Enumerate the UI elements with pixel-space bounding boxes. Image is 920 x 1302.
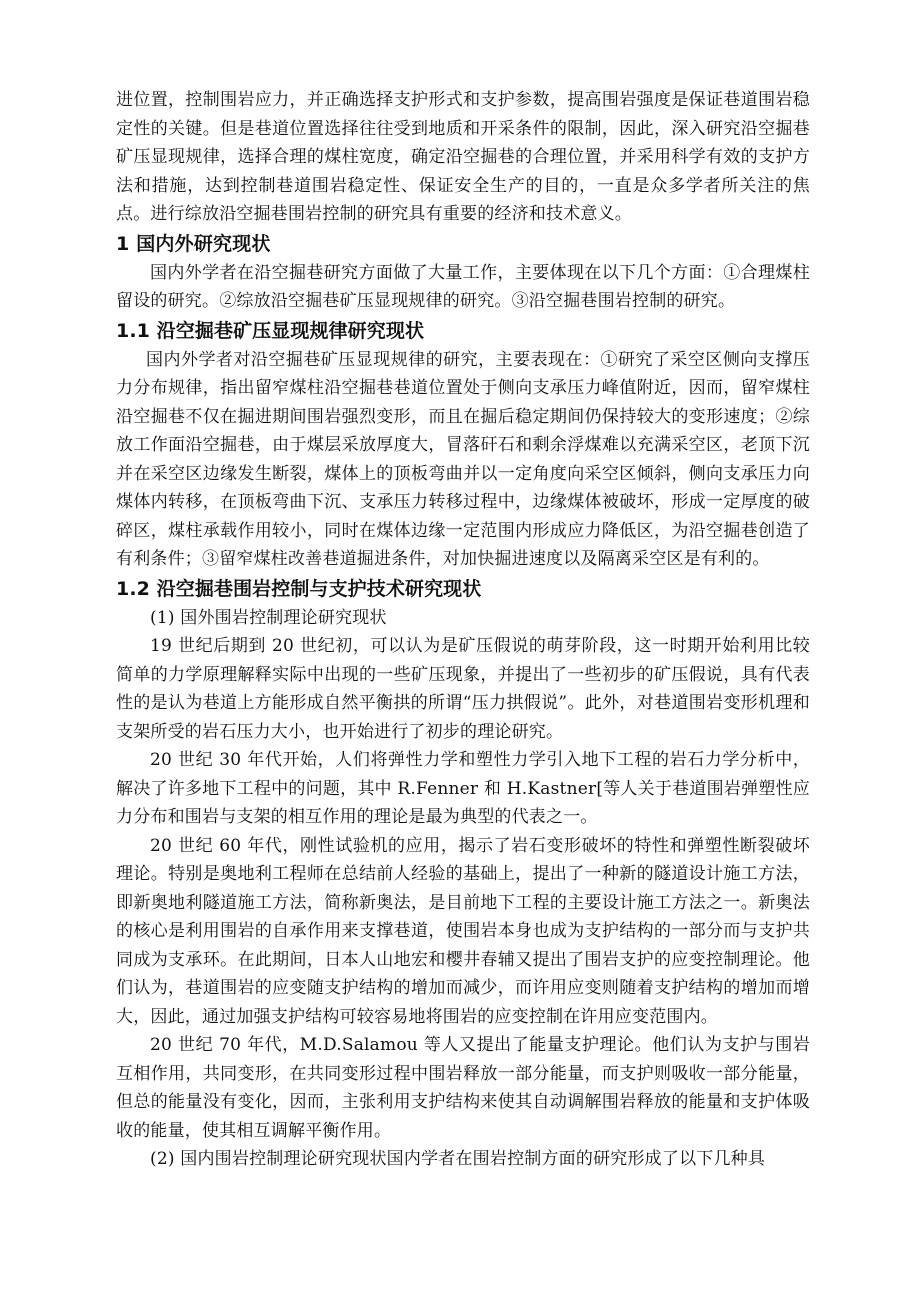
paragraph-domestic-theory: (2) 国内围岩控制理论研究现状国内学者在围岩控制方面的研究形成了以下几种具 [150, 1149, 766, 1169]
section-heading-1: 1 国内外研究现状 [116, 232, 271, 255]
section-heading-1-2: 1.2 沿空掘巷围岩控制与支护技术研究现状 [116, 577, 482, 600]
paragraph-intro-continued: 进位置，控制围岩应力，并正确选择支护形式和支护参数，提高围岩强度是保证巷道围岩稳定性的关键。但是巷道位置选择往往受到地质和开采条件的限制，因此，深入研究沿空掘巷矿压显现规律，选择合理的煤柱宽度，确定沿空掘巷的合理位置，并采用科学有效的支护方法和措施，达到控制巷道围岩稳定性、保证安全生产的目的，一直是众多学者所关注的焦点。进行综放沿空掘巷围岩控制的研究具有重要的经济和技术意义。 [116, 90, 810, 224]
paragraph-pressure-laws: 国内外学者对沿空掘巷矿压显现规律的研究，主要表现在：①研究了采空区侧向支撑压力分布规律，指出留窄煤柱沿空掘巷巷道位置处于侧向支承压力峰值附近，因而，留窄煤柱沿空掘巷不仅在掘进期间围岩强烈变形，而且在掘后稳定期间仍保持较大的变形速度；②综放工作面沿空掘巷，由于煤层采放厚度大，冒落矸石和剩余浮煤难以充满采空区，老顶下沉并在采空区边缘发生断裂，煤体上的顶板弯曲并以一定角度向采空区倾斜，侧向支承压力向煤体内转移，在顶板弯曲下沉、支承压力转移过程中，边缘煤体被破坏，形成一定厚度的破碎区，煤柱承载作用较小，同时在煤体边缘一定范围内形成应力降低区，为沿空掘巷创造了有利条件；③留窄煤柱改善巷道掘进条件，对加快掘进速度以及隔离采空区是有利的。 [116, 349, 810, 569]
paragraph-1970s: 20 世纪 70 年代，M.D.Salamou 等人又提出了能量支护理论。他们认为支护与围岩互相作用，共同变形，在共同变形过程中围岩释放一部分能量，而支护则吸收一部分能量，但总的能量没有变化，因而，主张利用支护结构来使其自动调解围岩释放的能量和支护体吸收的能量，使其相互调解平衡作用。 [116, 1035, 810, 1141]
paragraph-1960s: 20 世纪 60 年代，刚性试验机的应用，揭示了岩石变形破坏的特性和弹塑性断裂破坏理论。特别是奥地利工程师在总结前人经验的基础上，提出了一种新的隧道设计施工方法，即新奥地利隧道施工方法，简称新奥法，是目前地下工程的主要设计施工方法之一。新奥法的核心是利用围岩的自承作用来支撑巷道，使围岩本身也成为支护结构的一部分而与支护共同成为支承环。在此期间，日本人山地宏和樱井春辅又提出了围岩支护的应变控制理论。他们认为，巷道围岩的应变随支护结构的增加而减少，而许用应变则随着支护结构的增加而增大，因此，通过加强支护结构可较容易地将围岩的应变控制在许用应变范围内。 [116, 835, 810, 1027]
document-page [116, 86, 810, 1174]
paragraph-1930s: 20 世纪 30 年代开始，人们将弹性力学和塑性力学引入地下工程的岩石力学分析中，解决了许多地下工程中的问题，其中 R.Fenner 和 H.Kastner[等人关于巷道围岩弹塑性应力分布和围岩与支架的相互作用的理论是最为典型的代表之一。 [116, 750, 810, 827]
paragraph-19th-century: 19 世纪后期到 20 世纪初，可以认为是矿压假说的萌芽阶段，这一时期开始利用比较简单的力学原理解释实际中出现的一些矿压现象，并提出了一些初步的矿压假说，具有代表性的是认为巷道上方能形成自然平衡拱的所谓“压力拱假说”。此外，对巷道围岩变形机理和支架所受的岩石压力大小，也开始进行了初步的理论研究。 [116, 636, 810, 742]
subheading-foreign-theory: (1) 国外围岩控制理论研究现状 [150, 607, 387, 628]
paragraph-research-overview: 国内外学者在沿空掘巷研究方面做了大量工作，主要体现在以下几个方面：①合理煤柱留设的研究。②综放沿空掘巷矿压显现规律的研究。③沿空掘巷围岩控制的研究。 [116, 262, 810, 311]
section-heading-1-1: 1.1 沿空掘巷矿压显现规律研究现状 [116, 319, 425, 342]
